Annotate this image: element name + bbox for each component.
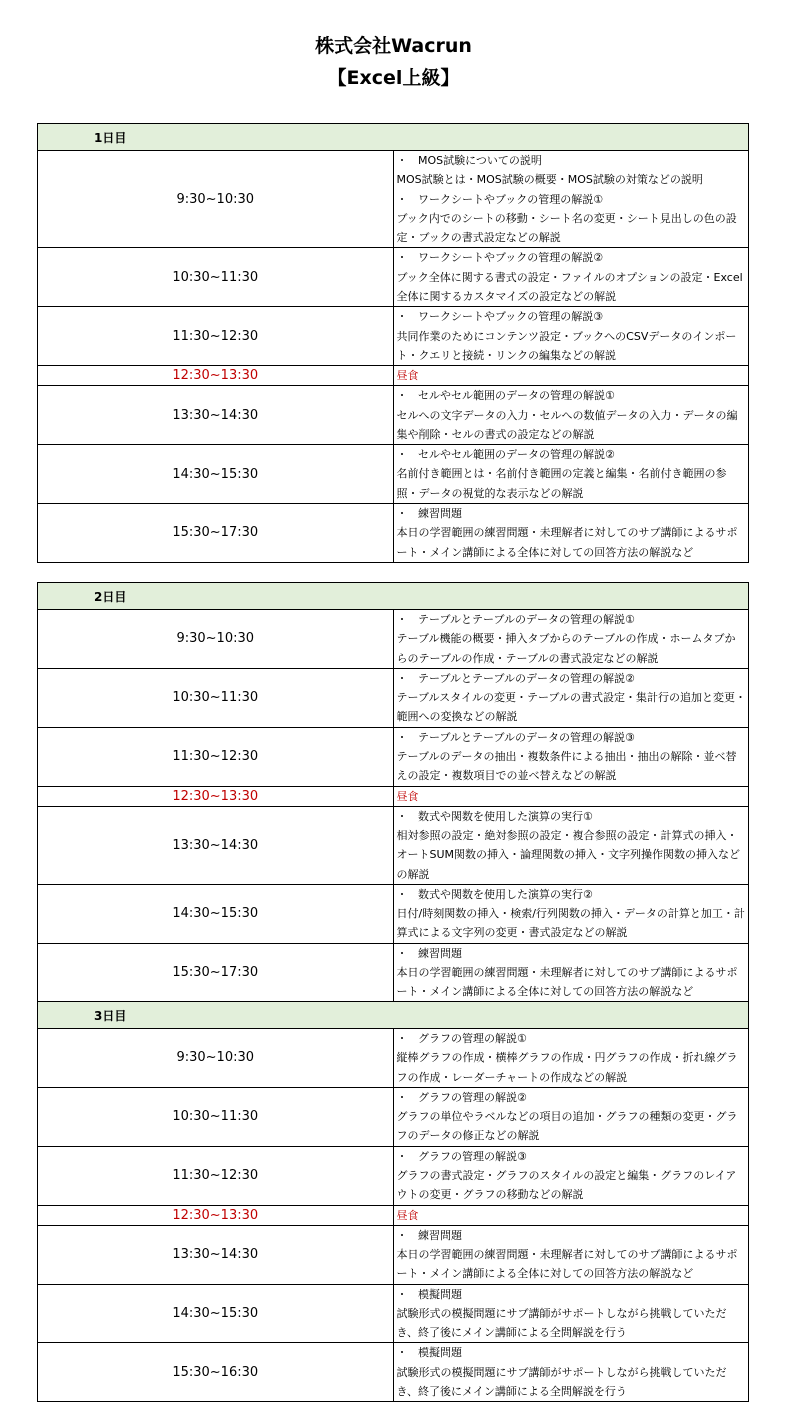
session-detail: テーブル機能の概要・挿入タブからのテーブルの作成・ホームタブからのテーブルの作成・テーブルの書式設定などの解説 xyxy=(396,632,736,665)
time-slot: 13:30~14:30 xyxy=(38,1225,394,1284)
session-description xyxy=(393,504,749,563)
lunch-row xyxy=(38,786,749,806)
session-description xyxy=(393,668,749,727)
session-description xyxy=(393,610,749,669)
session-description xyxy=(393,386,749,445)
session-title: ・ ワークシートやブックの管理の解説① xyxy=(397,190,747,209)
time-slot: 9:30~10:30 xyxy=(38,151,394,248)
course-title: 【Excel上級】 xyxy=(327,67,460,89)
day-2-label: 2日目 xyxy=(38,583,749,610)
session-detail: 日付/時刻関数の挿入・検索/行列関数の挿入・データの計算と加工・計算式による文字列の変更・書式設定などの解説 xyxy=(396,907,745,940)
time-slot: 11:30~12:30 xyxy=(38,307,394,366)
session-description xyxy=(393,151,749,248)
time-slot: 9:30~10:30 xyxy=(38,1029,394,1088)
session-description xyxy=(393,1146,749,1205)
schedule-row xyxy=(38,151,749,248)
session-description xyxy=(393,1284,749,1343)
session-description xyxy=(393,1029,749,1088)
time-slot: 15:30~17:30 xyxy=(38,943,394,1002)
session-title: ・ セルやセル範囲のデータの管理の解説① xyxy=(397,386,747,405)
session-description xyxy=(393,1343,749,1402)
schedule-row xyxy=(38,386,749,445)
time-slot: 13:30~14:30 xyxy=(38,386,394,445)
schedule-row xyxy=(38,1284,749,1343)
day-2-schedule-table xyxy=(37,582,749,1003)
time-slot: 12:30~13:30 xyxy=(38,1205,394,1225)
time-slot: 13:30~14:30 xyxy=(38,806,394,884)
time-slot: 11:30~12:30 xyxy=(38,1146,394,1205)
session-title: ・ セルやセル範囲のデータの管理の解説② xyxy=(397,445,747,464)
session-title: ・ テーブルとテーブルのデータの管理の解説① xyxy=(397,610,747,629)
schedule-row xyxy=(38,943,749,1002)
schedule-row xyxy=(38,445,749,504)
session-title: ・ MOS試験についての説明 xyxy=(397,151,747,170)
session-title: ・ 模擬問題 xyxy=(397,1285,747,1304)
schedule-row xyxy=(38,1225,749,1284)
time-slot: 15:30~16:30 xyxy=(38,1343,394,1402)
session-detail: セルへの文字データの入力・セルへの数値データの入力・データの編集や削除・セルの書式の設定などの解説 xyxy=(396,408,738,441)
schedule-row xyxy=(38,504,749,563)
session-detail: MOS試験とは・MOS試験の概要・MOS試験の対策などの説明 xyxy=(396,173,703,187)
session-description xyxy=(393,445,749,504)
session-title: ・ 模擬問題 xyxy=(397,1343,747,1362)
time-slot: 12:30~13:30 xyxy=(38,366,394,386)
session-description xyxy=(393,1225,749,1284)
session-detail: テーブルのデータの抽出・複数条件による抽出・抽出の解除・並べ替えの設定・複数項目での並べ替えなどの解説 xyxy=(396,750,737,783)
session-detail: グラフの書式設定・グラフのスタイルの設定と編集・グラフのレイアウトの変更・グラフの移動などの解説 xyxy=(396,1169,737,1202)
session-title: ・ ワークシートやブックの管理の解説③ xyxy=(397,307,747,326)
schedule-row xyxy=(38,1029,749,1088)
session-title: ・ テーブルとテーブルのデータの管理の解説② xyxy=(397,669,747,688)
session-description xyxy=(393,248,749,307)
session-description xyxy=(393,884,749,943)
lunch-row xyxy=(38,1205,749,1225)
session-detail: テーブルスタイルの変更・テーブルの書式設定・集計行の追加と変更・範囲への変換などの解説 xyxy=(396,691,746,724)
day-1-schedule-table xyxy=(37,123,749,563)
schedule-row xyxy=(38,806,749,884)
session-description xyxy=(393,943,749,1002)
document-header xyxy=(0,30,787,94)
session-title: ・ 数式や関数を使用した演算の実行① xyxy=(397,807,747,826)
session-detail: 名前付き範囲とは・名前付き範囲の定義と編集・名前付き範囲の参照・データの視覚的な表示などの解説 xyxy=(396,467,727,500)
time-slot: 14:30~15:30 xyxy=(38,1284,394,1343)
schedule-row xyxy=(38,1343,749,1402)
session-detail: 共同作業のためにコンテンツ設定・ブックへのCSVデータのインポート・クエリと接続・リンクの編集などの解説 xyxy=(396,329,737,362)
schedule-row xyxy=(38,610,749,669)
time-slot: 15:30~17:30 xyxy=(38,504,394,563)
session-title: ・ グラフの管理の解説② xyxy=(397,1088,747,1107)
time-slot: 10:30~11:30 xyxy=(38,1087,394,1146)
session-title: ・ グラフの管理の解説③ xyxy=(397,1147,747,1166)
session-detail: ブック全体に関する書式の設定・ファイルのオプションの設定・Excel全体に関するカスタマイズの設定などの解説 xyxy=(396,270,743,304)
session-title: ・ ワークシートやブックの管理の解説② xyxy=(397,248,747,267)
schedule-row xyxy=(38,1087,749,1146)
lunch-row xyxy=(38,366,749,386)
schedule-row xyxy=(38,668,749,727)
session-title: ・ グラフの管理の解説① xyxy=(397,1029,747,1048)
lunch-label: 昼食 xyxy=(393,1205,749,1225)
time-slot: 12:30~13:30 xyxy=(38,786,394,806)
time-slot: 10:30~11:30 xyxy=(38,668,394,727)
schedule-row xyxy=(38,1146,749,1205)
time-slot: 14:30~15:30 xyxy=(38,884,394,943)
session-detail: 本日の学習範囲の練習問題・未理解者に対してのサブ講師によるサポート・メイン講師による全体に対しての回答方法の解説など xyxy=(396,1247,738,1281)
schedule-row xyxy=(38,727,749,786)
lunch-label: 昼食 xyxy=(393,366,749,386)
session-title: ・ 練習問題 xyxy=(397,1226,747,1245)
session-description xyxy=(393,307,749,366)
schedule-row xyxy=(38,307,749,366)
session-description xyxy=(393,727,749,786)
session-detail: 本日の学習範囲の練習問題・未理解者に対してのサブ講師によるサポート・メイン講師による全体に対しての回答方法の解説など xyxy=(396,526,738,559)
schedule-row xyxy=(38,884,749,943)
session-detail: 試験形式の模擬問題にサブ講師がサポートしながら挑戦していただき、終了後にメイン講師による全問解説を行う xyxy=(396,1306,727,1340)
day-3-schedule-table xyxy=(37,1001,749,1402)
lunch-label: 昼食 xyxy=(393,786,749,806)
session-title: ・ 練習問題 xyxy=(397,504,747,523)
session-detail: 縦棒グラフの作成・横棒グラフの作成・円グラフの作成・折れ線グラフの作成・レーダーチャートの作成などの解説 xyxy=(396,1051,738,1084)
company-name: 株式会社Wacrun xyxy=(315,35,472,57)
time-slot: 11:30~12:30 xyxy=(38,727,394,786)
session-detail: グラフの単位やラベルなどの項目の追加・グラフの種類の変更・グラフのデータの修正などの解説 xyxy=(396,1110,738,1143)
time-slot: 10:30~11:30 xyxy=(38,248,394,307)
session-detail: 試験形式の模擬問題にサブ講師がサポートしながら挑戦していただき、終了後にメイン講師による全問解説を行う xyxy=(396,1365,727,1399)
session-detail: 相対参照の設定・絶対参照の設定・複合参照の設定・計算式の挿入・オートSUM関数の挿入・論理関数の挿入・文字列操作関数の挿入などの解説 xyxy=(396,828,741,881)
session-description xyxy=(393,806,749,884)
day-3-label: 3日目 xyxy=(38,1002,749,1029)
session-detail: 本日の学習範囲の練習問題・未理解者に対してのサブ講師によるサポート・メイン講師による全体に対しての回答方法の解説など xyxy=(396,966,738,999)
time-slot: 9:30~10:30 xyxy=(38,610,394,669)
session-title: ・ テーブルとテーブルのデータの管理の解説③ xyxy=(397,728,747,747)
session-title: ・ 数式や関数を使用した演算の実行② xyxy=(397,885,747,904)
schedule-row xyxy=(38,248,749,307)
day-1-label: 1日目 xyxy=(38,124,749,151)
time-slot: 14:30~15:30 xyxy=(38,445,394,504)
session-description xyxy=(393,1087,749,1146)
session-detail: ブック内でのシートの移動・シート名の変更・シート見出しの色の設定・ブックの書式設定などの解説 xyxy=(396,211,737,245)
session-title: ・ 練習問題 xyxy=(397,944,747,963)
